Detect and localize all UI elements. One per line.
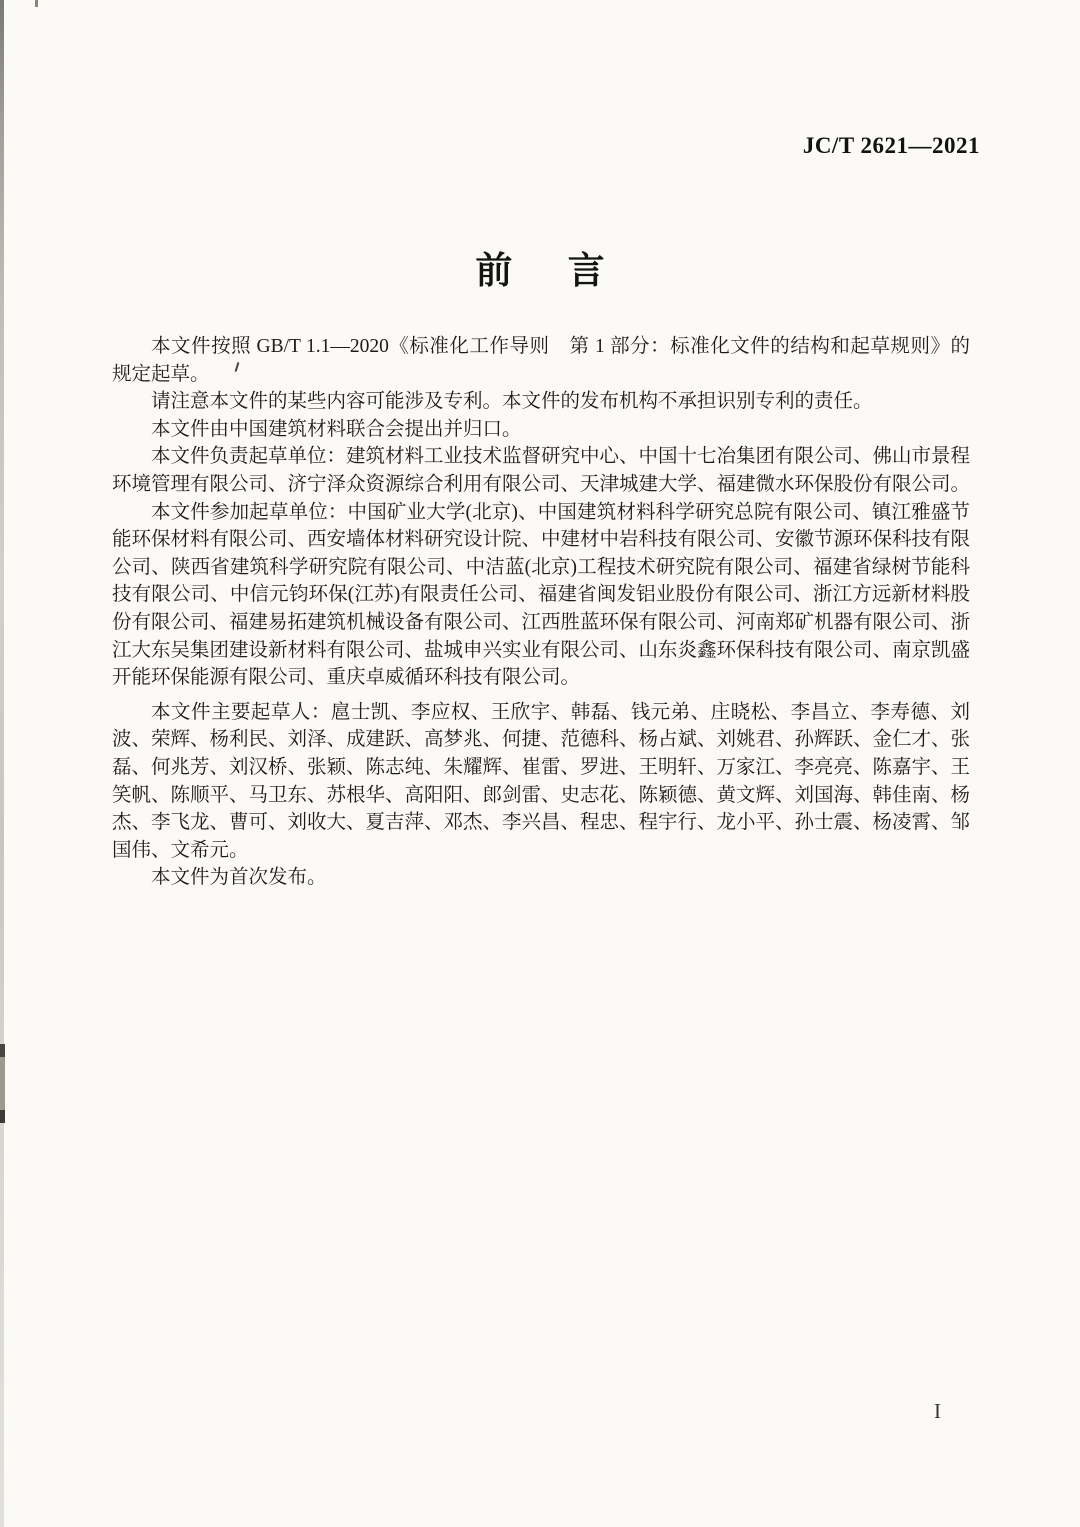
scan-edge-shadow-artifact	[0, 1048, 5, 1118]
page-title-char-1: 前	[475, 251, 513, 292]
paragraph-patent-notice: 请注意本文件的某些内容可能涉及专利。本文件的发布机构不承担识别专利的责任。	[151, 391, 873, 413]
paragraph-drafting-rules: 本文件按照 GB/T 1.1—2020《标准化工作导则 第 1 部分：标准化文件的结构和起草规则》的规定起草。	[112, 336, 970, 385]
scan-smudge-artifact	[0, 1110, 5, 1123]
scan-smudge-artifact	[0, 1044, 5, 1057]
paragraph-responsible-drafting-units: 本文件负责起草单位：建筑材料工业技术监督研究中心、中国十七冶集团有限公司、佛山市景程环境管理有限公司、济宁泽众资源综合利用有限公司、天津城建大学、福建微水环保股份有限公司。	[112, 446, 971, 495]
standard-code-header: JC/T 2621—2021	[802, 133, 980, 158]
paragraph-first-issue: 本文件为首次发布。	[151, 867, 327, 889]
paragraph-participating-drafting-units: 本文件参加起草单位：中国矿业大学(北京)、中国建筑材料科学研究总院有限公司、镇江雅盛节能环保材料有限公司、西安墙体材料研究设计院、中建材中岩科技有限公司、安徽节源环保科技有限公司、陕西省建筑科学研究院有限公司、中洁蓝(北京)工程技术研究院有限公司、福建省绿树节能科技有限公司、中信元钧环保(江苏)有限责任公司、福建省闽发铝业股份有限公司、浙江方远新材料股份有限公司、福建易拓建筑机械设备有限公司、江西胜蓝环保有限公司、河南郑矿机器有限公司、浙江大东吴集团建设新材料有限公司、盐城申兴实业有限公司、山东炎鑫环保科技有限公司、南京凯盛开能环保能源有限公司、重庆卓威循环科技有限公司。	[112, 501, 971, 689]
scan-speck-artifact	[35, 0, 38, 7]
foreword-body	[112, 333, 970, 892]
page-number: I	[934, 1399, 941, 1423]
page-title-char-2: 言	[567, 251, 605, 292]
page-title	[0, 240, 1080, 294]
paragraph-main-drafters: 本文件主要起草人：扈士凯、李应权、王欣宇、韩磊、钱元弟、庄晓松、李昌立、李寿德、刘波、荣辉、杨利民、刘泽、成建跃、高梦兆、何捷、范德科、杨占斌、刘姚君、孙辉跃、金仁才、张磊、何兆芳、刘汉桥、张颖、陈志纯、朱耀辉、崔雷、罗进、王明轩、万家江、李亮亮、陈嘉宇、王笑帆、陈顺平、马卫东、苏根华、高阳阳、郎剑雷、史志花、陈颖德、黄文辉、刘国海、韩佳南、杨杰、李飞龙、曹可、刘收大、夏吉萍、邓杰、李兴昌、程忠、程宇行、龙小平、孙士震、杨凌霄、邹国伟、文希元。	[112, 701, 971, 861]
paragraph-issuing-body: 本文件由中国建筑材料联合会提出并归口。	[151, 418, 522, 440]
scan-edge-artifact	[0, 0, 4, 1527]
